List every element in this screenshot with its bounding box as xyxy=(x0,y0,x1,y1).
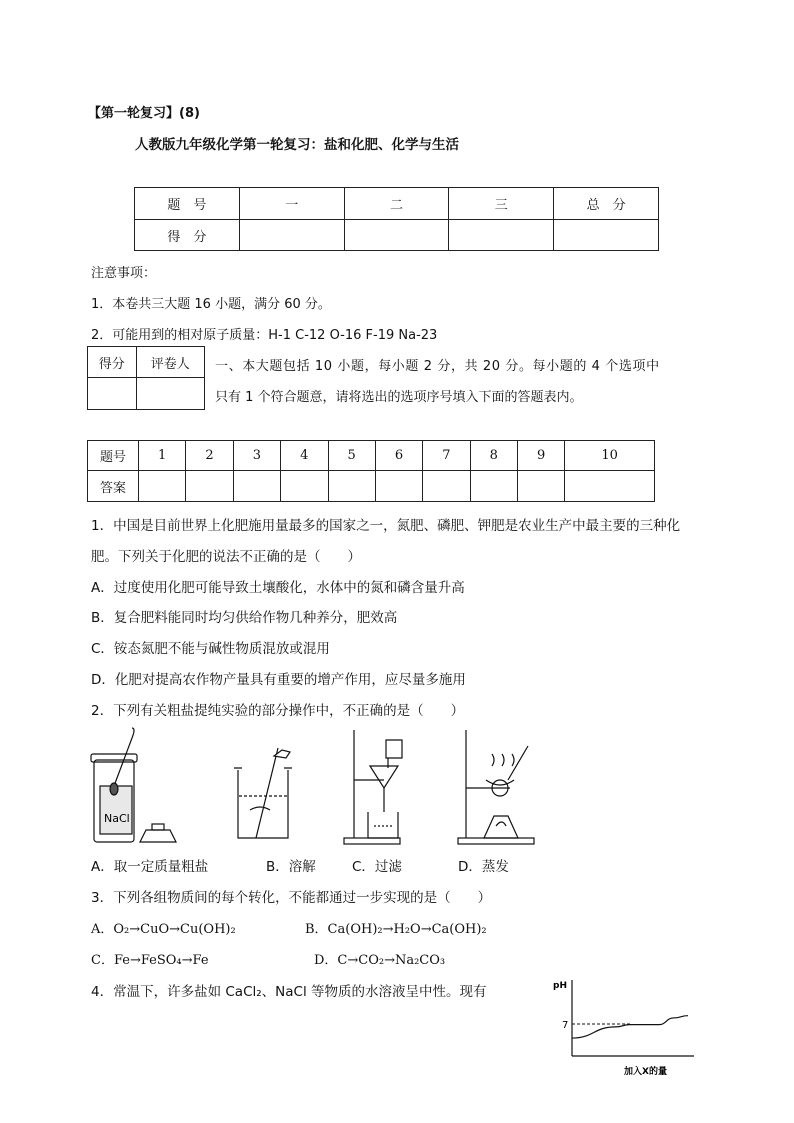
q3-option-a: A．O₂→CuO→Cu(OH)₂ xyxy=(91,922,236,937)
exam-tag: 【第一轮复习】(8) xyxy=(88,106,200,121)
answer-cell[interactable] xyxy=(518,471,565,502)
note-item: 2．可能用到的相对原子质量：H-1 C-12 O-16 F-19 Na-23 xyxy=(91,328,438,343)
answer-cell[interactable] xyxy=(328,471,375,502)
score-cell-header: 二 xyxy=(344,188,449,220)
score-cell-header: 一 xyxy=(239,188,344,220)
answer-cell[interactable] xyxy=(375,471,422,502)
q1-option-d: D．化肥对提高农作物产量具有重要的增产作用，应尽量多施用 xyxy=(91,672,466,688)
score-table xyxy=(134,187,659,251)
x-axis-label: 加入X的量 xyxy=(624,1067,667,1077)
y-tick-label: 7 xyxy=(562,1020,569,1031)
q1-option-b: B．复合肥料能同时均匀供给作物几种养分，肥效高 xyxy=(91,610,398,626)
q3-option-c: C．Fe→FeSO₄→Fe xyxy=(91,953,209,968)
score-cell-header: 三 xyxy=(449,188,554,220)
answer-row-label: 题号 xyxy=(88,441,139,471)
answer-number: 9 xyxy=(518,441,565,471)
q3-stem: 3．下列各组物质间的每个转化，不能都通过一步实现的是（ ） xyxy=(91,890,492,906)
answer-cell[interactable] xyxy=(423,471,470,502)
q1-option-a: A．过度使用化肥可能导致土壤酸化，水体中的氮和磷含量升高 xyxy=(91,580,465,596)
grader-score-label: 得分 xyxy=(88,347,137,378)
answer-number: 2 xyxy=(186,441,233,471)
section1-line1: 一、本大题包括 10 小题，每小题 2 分，共 20 分。每小题的 4 个选项中 xyxy=(215,359,660,374)
q1-option-c: C．铵态氮肥不能与碱性物质混放或混用 xyxy=(91,641,330,657)
q2-stem: 2．下列有关粗盐提纯实验的部分操作中，不正确的是（ ） xyxy=(91,703,465,719)
q2-option-d: D．蒸发 xyxy=(458,859,509,875)
answer-number: 3 xyxy=(233,441,280,471)
answer-cell[interactable] xyxy=(281,471,328,502)
answer-cell[interactable] xyxy=(470,471,517,502)
answer-number: 5 xyxy=(328,441,375,471)
score-cell-header: 总 分 xyxy=(554,188,659,220)
answer-table xyxy=(87,440,655,502)
y-axis-label: pH xyxy=(553,981,567,991)
ph-chart xyxy=(548,976,698,1080)
score-cell[interactable] xyxy=(239,220,344,251)
beaker-figure xyxy=(234,748,292,838)
score-cell[interactable] xyxy=(344,220,449,251)
answer-number: 4 xyxy=(281,441,328,471)
answer-number: 6 xyxy=(375,441,422,471)
filtration-figure xyxy=(344,730,402,844)
answer-cell[interactable] xyxy=(565,471,655,502)
section1-line2: 只有 1 个符合题意，请将选出的选项序号填入下面的答题表内。 xyxy=(215,390,583,405)
score-row-label: 得 分 xyxy=(135,220,240,251)
q3-option-d: D．C→CO₂→Na₂CO₃ xyxy=(314,953,446,968)
answer-row-label: 答案 xyxy=(88,471,139,502)
q1-stem-line1: 1．中国是目前世界上化肥施用量最多的国家之一，氮肥、磷肥、钾肥是农业生产中最主要的三种化 xyxy=(91,518,681,534)
grader-box xyxy=(87,346,205,410)
q2-figures xyxy=(88,726,548,848)
q2-option-a: A．取一定质量粗盐 xyxy=(91,859,209,875)
note-item: 1．本卷共三大题 16 小题，满分 60 分。 xyxy=(91,297,331,312)
grader-name-label: 评卷人 xyxy=(136,347,204,378)
answer-number: 8 xyxy=(470,441,517,471)
answer-cell[interactable] xyxy=(139,471,186,502)
score-cell[interactable] xyxy=(554,220,659,251)
evaporation-figure xyxy=(458,730,534,844)
answer-cell[interactable] xyxy=(233,471,280,502)
exam-title: 人教版九年级化学第一轮复习：盐和化肥、化学与生活 xyxy=(135,137,459,153)
grader-name-cell[interactable] xyxy=(136,378,204,410)
q2-option-b: B．溶解 xyxy=(266,859,316,875)
q4-stem: 4．常温下，许多盐如 CaCl₂、NaCl 等物质的水溶液呈中性。现有 xyxy=(91,984,487,1000)
q2-option-c: C．过滤 xyxy=(352,859,402,875)
score-cell-header: 题 号 xyxy=(135,188,240,220)
score-cell[interactable] xyxy=(449,220,554,251)
q1-stem-line2: 肥。下列关于化肥的说法不正确的是（ ） xyxy=(91,549,361,565)
notes-heading: 注意事项： xyxy=(91,266,157,281)
answer-number: 1 xyxy=(139,441,186,471)
jar-label: NaCl xyxy=(104,812,130,825)
answer-cell[interactable] xyxy=(186,471,233,502)
answer-number: 10 xyxy=(565,441,655,471)
answer-number: 7 xyxy=(423,441,470,471)
ph-curve xyxy=(572,1016,688,1038)
grader-score-cell[interactable] xyxy=(88,378,137,410)
q3-option-b: B．Ca(OH)₂→H₂O→Ca(OH)₂ xyxy=(305,922,487,937)
